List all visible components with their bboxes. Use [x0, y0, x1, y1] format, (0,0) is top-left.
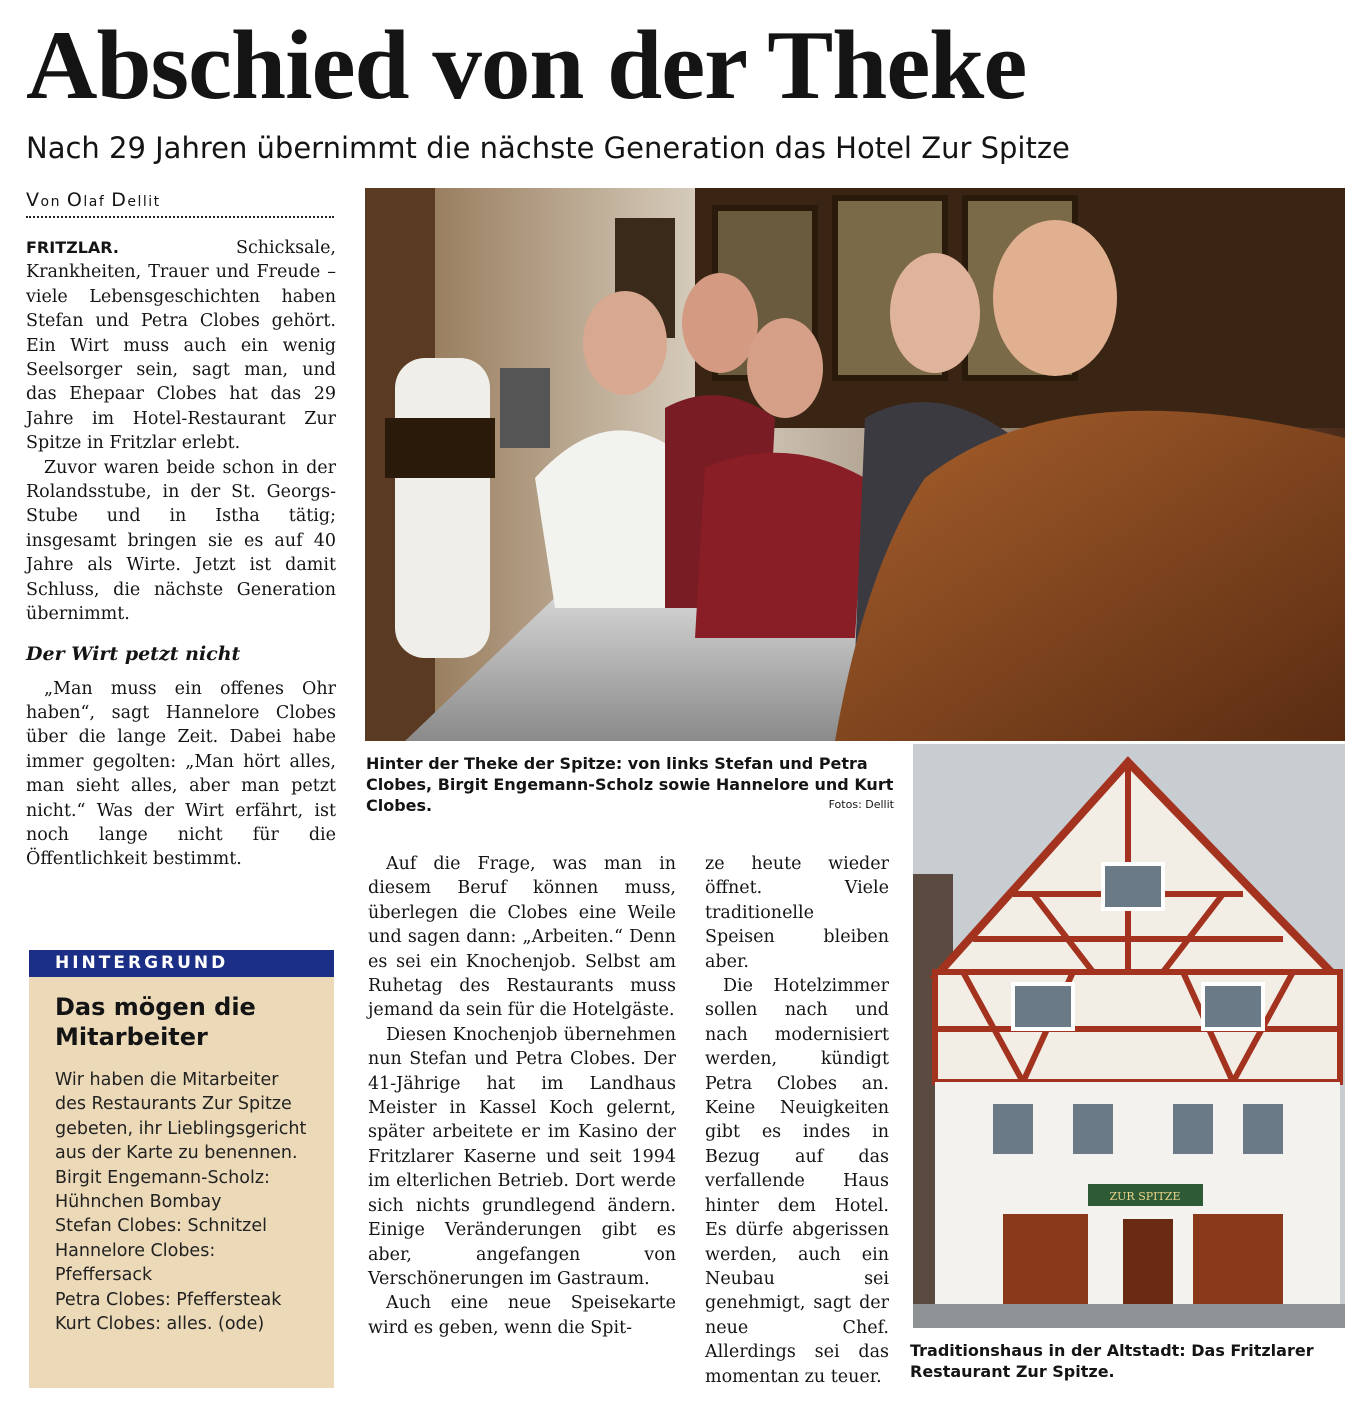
photo-caption-house: Traditionshaus in der Altstadt: Das Fritzlarer Restaurant Zur Spitze. [910, 1341, 1314, 1381]
paragraph: Auf die Frage, was man in diesem Beruf können muss, überlegen die Clobes eine Weile und sagen dann: „Arbeiten.“ Denn es sei ein Knochenjob. Selbst am Ruhetag des Restaurants muss jemand da sein für die Hotelgäste. [368, 854, 676, 1021]
photo-hotel-building [913, 744, 1345, 1328]
box-body [29, 1052, 334, 1336]
paragraph: Zuvor waren beide schon in der Rolandsstube, in der St. Georgs-Stube und in Istha tätig; insgesamt bringen sie es auf 40 Jahre als Wirte. Jetzt ist damit Schluss, die nächste Generation übernimmt. [26, 457, 336, 625]
box-item: Stefan Clobes: Schnitzel [55, 1216, 267, 1237]
paragraph: Auch eine neue Speisekarte wird es geben, wenn die Spit- [368, 1293, 676, 1338]
paragraph: Die Hotelzimmer sollen nach und nach modernisiert werden, kündigt Petra Clobes an. Keine Neuigkeiten gibt es indes in Bezug auf das verfallende Haus hinter dem Hotel. Es dürfe abgerissen werden, auch ein Neubau sei genehmigt, sagt der neue Chef. Allerdings sei das momentan zu teuer. [705, 976, 889, 1387]
hotel-sign-text: ZUR SPITZE [1109, 1190, 1181, 1203]
box-item: Birgit Engemann-Scholz: Hühnchen Bombay [55, 1167, 270, 1213]
article-column-2 [368, 852, 676, 1340]
photo-hotel-image [913, 744, 1345, 1328]
photo-staff-behind-bar [365, 188, 1345, 741]
photo-credit: Fotos: Dellit [828, 798, 894, 811]
box-label: HINTERGRUND [29, 950, 334, 977]
subheadline: Nach 29 Jahren übernimmt die nächste Generation das Hotel Zur Spitze [26, 131, 1070, 165]
photo-caption: Hinter der Theke der Spitze: von links Stefan und Petra Clobes, Birgit Engemann-Scholz sowie Hannelore und Kurt Clobes. [366, 754, 894, 815]
article-column-3 [705, 852, 889, 1389]
paragraph: Diesen Knochenjob übernehmen nun Stefan und Petra Clobes. Der 41-Jährige hat im Landhaus Meister in Kassel Koch gelernt, später arbeitete er im Kasino der Fritzlarer Kaserne und seit 1994 im elterlichen Betrieb. Dort werde sich nichts grundlegend ändern. Einige Veränderungen gibt es aber, angefangen von Verschönerungen im Gastraum. [368, 1024, 676, 1289]
photo-staff-image [365, 188, 1345, 741]
paragraph: ze heute wieder öffnet. Viele traditionelle Speisen bleiben aber. [705, 854, 889, 972]
photo-caption-block [366, 753, 894, 815]
article-column-1 [26, 236, 336, 872]
background-info-box [29, 950, 334, 1388]
subheading: Der Wirt petzt nicht [26, 642, 241, 665]
box-item: Petra Clobes: Pfeffersteak [55, 1289, 282, 1310]
box-intro: Wir haben die Mitarbeiter des Restaurants Zur Spitze gebeten, ihr Lieblingsgericht aus der Karte zu benennen. [55, 1070, 307, 1164]
paragraph: „Man muss ein offenes Ohr haben“, sagt Hannelore Clobes über die lange Zeit. Dabei habe immer gegolten: „Man hört alles, man sieht alles, aber man petzt nicht.“ Was der Wirt erfährt, ist noch lange nicht für die Öffentlichkeit bestimmt. [26, 678, 336, 870]
byline: Von Olaf Dellit [26, 190, 334, 218]
box-title: Das mögen die Mitarbeiter [55, 993, 256, 1051]
headline: Abschied von der Theke [26, 11, 1027, 120]
box-item: Kurt Clobes: alles. (ode) [55, 1314, 265, 1335]
paragraph: FRITZLAR. Schicksale, Krankheiten, Trauer und Freude – viele Lebensgeschichten haben Stefan und Petra Clobes gehört. Ein Wirt muss auch ein wenig Seelsorger sein, sagt man, und das Ehepaar Clobes hat das 29 Jahre im Hotel-Restaurant Zur Spitze in Fritzlar erlebt. [26, 238, 336, 454]
box-item: Hannelore Clobes: Pfeffersack [55, 1240, 216, 1286]
dateline: FRITZLAR. [26, 238, 119, 257]
